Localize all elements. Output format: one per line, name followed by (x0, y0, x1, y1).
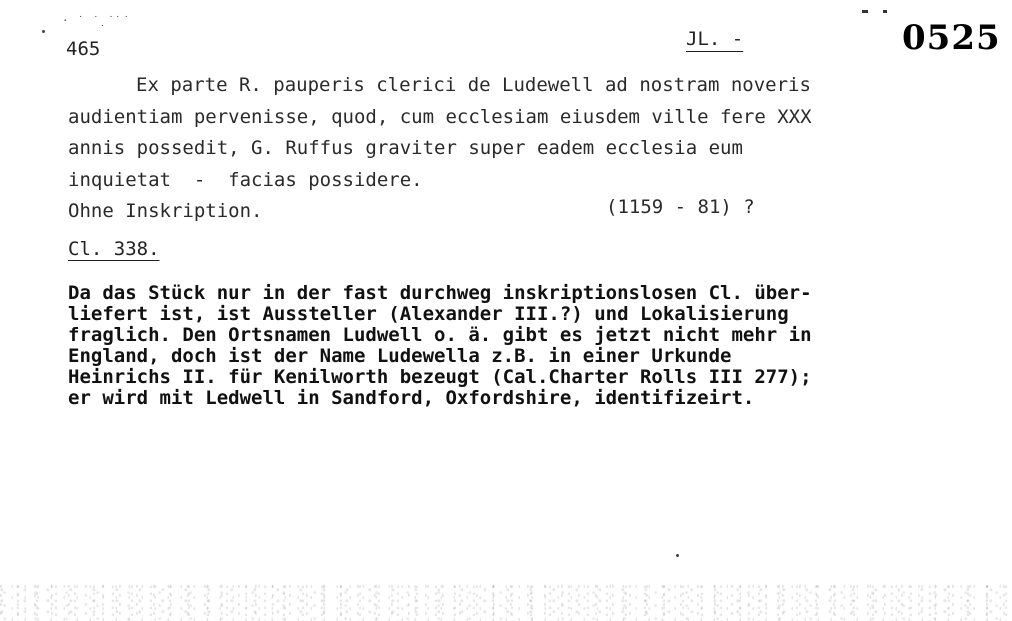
dating: (1159 - 81) ? (606, 196, 755, 218)
commentary-line: liefert ist, ist Aussteller (Alexander III.?) und Lokalisierung (68, 303, 789, 325)
regest-line: inquietat - facias possidere. (68, 168, 423, 191)
source-reference: Cl. 338. (68, 238, 160, 260)
smudge-marks: · ˙ ˙̣ ˙̇ ˙ (62, 14, 131, 27)
regest-text (68, 70, 948, 228)
commentary-text (68, 283, 938, 409)
commentary-line: fraglich. Den Ortsnamen Ludwell o. ä. gibt es jetzt nicht mehr in (68, 324, 812, 346)
regest-line: Ex parte R. pauperis clerici de Ludewell ad nostram noveris (136, 74, 811, 96)
ink-mark (862, 10, 868, 13)
ink-mark (883, 10, 887, 13)
ink-dot (676, 554, 679, 557)
paper-grain (0, 581, 1012, 621)
commentary-line: Da das Stück nur in der fast durchweg inskriptionslosen Cl. über- (68, 282, 812, 304)
ink-dot (42, 30, 45, 33)
regest-line: annis possedit, G. Ruffus graviter super eadem ecclesia eum (68, 137, 743, 159)
inscription-note: Ohne Inskription. (68, 200, 263, 222)
regest-line: audientiam pervenisse, quod, cum ecclesiam eiusdem ville fere XXX (68, 105, 812, 128)
commentary-line: er wird mit Ledwell in Sandford, Oxfordshire, identifizeirt. (68, 387, 755, 409)
card-number: 0525 (902, 18, 1001, 58)
archive-number: 465 (66, 38, 101, 60)
commentary-line: Heinrichs II. für Kenilworth bezeugt (Cal.Charter Rolls III 277); (68, 366, 812, 388)
commentary-line: England, doch ist der Name Ludewella z.B. in einer Urkunde (68, 345, 732, 367)
jl-reference: JL. - (686, 28, 744, 50)
